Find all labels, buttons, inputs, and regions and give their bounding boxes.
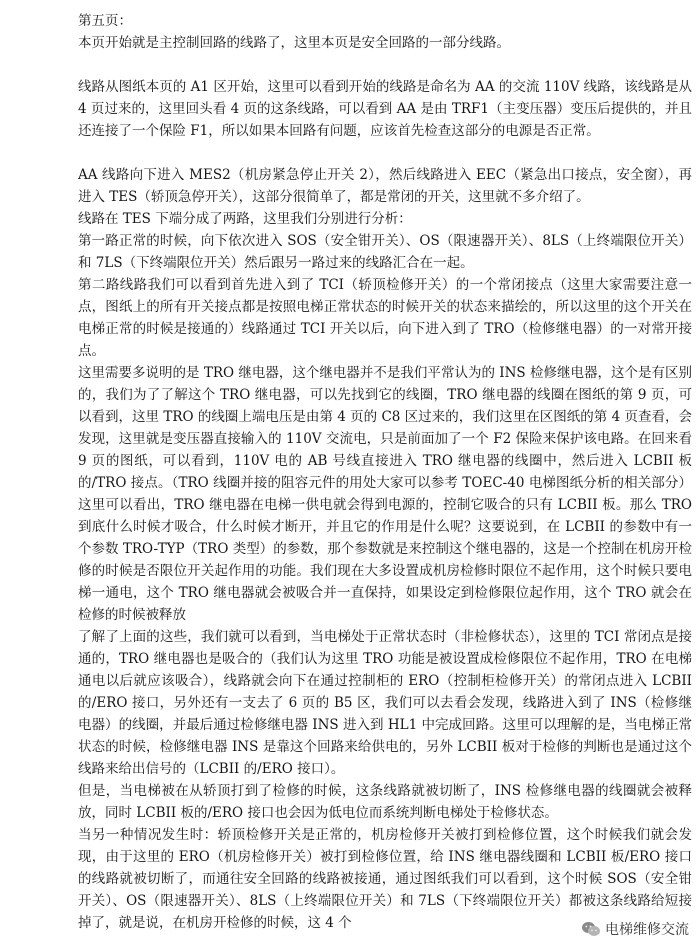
paragraph-mes2: AA 线路向下进入 MES2（机房紧急停止开关 2），然后线路进入 EEC（紧急出口接点，安全窗），再进入 TES（轿顶急停开关），这部分很简单了，都是常闭的开关，这里就不多介绍了。 [78, 167, 692, 205]
watermark-text: 电梯维修交流 [605, 922, 689, 938]
paragraph-normal-state: 了解了上面的这些，我们就可以看到，当电梯处于正常状态时（非检修状态），这里的 TCI 常闭点是接通的，TRO 继电器也是吸合的（我们认为这里 TRO 功能是被设置成检修限位不起作用，TRO 在电梯通电以后就应该吸合），线路就会向下在通过控制柜的 ERO（控制柜检修开关）的常闭点进入 LCBII 的/ERO 接口，另外还有一支去了 6 页的 B5 区，我们可以去看会发现，线路进入到了 INS（检修继电器）的线圈，并最后通过检修继电器 INS 进入到 HL1 中完成回路。这里可以理解的是，当电梯正常状态的时候，检修继电器 INS 是靠这个回路来给供电的，另外 LCBII 板对于检修的判断也是通过这个线路来给出信号的（LCBII 的/ERO 接口）。 [78, 629, 692, 777]
watermark [578, 918, 692, 940]
paragraph-machine-room-inspection: 当另一种情况发生时：轿顶检修开关是正常的，机房检修开关被打到检修位置，这个时候我们就会发现，由于这里的 ERO（机房检修开关）被打到检修位置，给 INS 继电器线圈和 LCBII 板/ERO 接口的线路就被切断了，而通往安全回路的线路被接通，通过图纸我们可以看到，这个时候 SOS（安全钳开关）、OS（限速器开关）、8LS（上终端限位开关）和 7LS（下终端限位开关）都被这条线路给短接掉了，就是说，在机房开检修的时候，这 4 个 [78, 827, 692, 931]
paragraph-split: 线路在 TES 下端分成了两路，这里我们分别进行分析： [78, 211, 412, 227]
paragraph-car-top-inspection: 但是，当电梯被在从轿顶打到了检修的时候，这条线路就被切断了，INS 检修继电器的线圈就会被释放，同时 LCBII 板的/ERO 接口也会因为低电位而系统判断电梯处于检修状态。 [78, 783, 692, 821]
paragraph-intro: 本页开始就是主控制回路的线路了，这里本页是安全回路的一部分线路。 [78, 35, 510, 51]
wechat-icon [581, 921, 601, 937]
page-heading: 第五页： [78, 13, 132, 29]
paragraph-first-path: 第一路正常的时候，向下依次进入 SOS（安全钳开关）、OS（限速器开关）、8LS（上终端限位开关）和 7LS（下终端限位开关）然后跟另一路过来的线路汇合在一起。 [78, 233, 692, 271]
paragraph-tro-relay: 这里需要多说明的是 TRO 继电器，这个继电器并不是我们平常认为的 INS 检修继电器，这个是有区别的，我们为了了解这个 TRO 继电器，可以先找到它的线圈，TRO 继电器的线圈在图纸的第 9 页，可以看到，这里 TRO 的线圈上端电压是由第 4 页的 C8 区过来的，我们这里在区图纸的第 4 页查看，会发现，这里就是变压器直接输入的 110V 交流电，只是前面加了一个 F2 保险来保护该电路。在回来看 9 页的图纸，可以看到，110V 电的 AB 号线直接进入 TRO 继电器的线圈中，然后进入 LCBII 板的/TRO 接点。（TRO 线圈并接的阻容元件的用处大家可以参考 TOEC-40 电梯图纸分析的相关部分）这里可以看出，TRO 继电器在电梯一供电就会得到电源的，控制它吸合的只有 LCBII 板。那么 TRO 到底什么时候才吸合，什么时候才断开，并且它的作用是什么呢？这要说到，在 LCBII 的参数中有一个参数 TRO-TYP（TRO 类型）的参数，那个参数就是来控制这个继电器的，这是一个控制在机房开检修的时候是否限位开关起作用的功能。我们现在大多设置成机房检修时限位不起作用，这个时候只要电梯一通电，这个 TRO 继电器就会被吸合并一直保持，如果设定到检修限位起作用，这个 TRO 就会在检修的时候被释放 [78, 365, 692, 623]
paragraph-second-path: 第二路线路我们可以看到首先进入到了 TCI（轿顶检修开关）的一个常闭接点（这里大家需要注意一点，图纸上的所有开关接点都是按照电梯正常状态的时候开关的状态来描绘的，所以这里的这个开关在电梯正常的时候是接通的）线路通过 TCI 开关以后，向下进入到了 TRO（检修继电器）的一对常开接点。 [78, 277, 692, 359]
paragraph-aa-line: 线路从图纸本页的 A1 区开始，这里可以看到开始的线路是命名为 AA 的交流 110V 线路，该线路是从 4 页过来的，这里回头看 4 页的这条线路，可以看到 AA 是由 TRF1（主变压器）变压后提供的，并且还连接了一个保险 F1，所以如果本回路有问题，应该首先检查这部分的电源是否正常。 [78, 79, 692, 139]
